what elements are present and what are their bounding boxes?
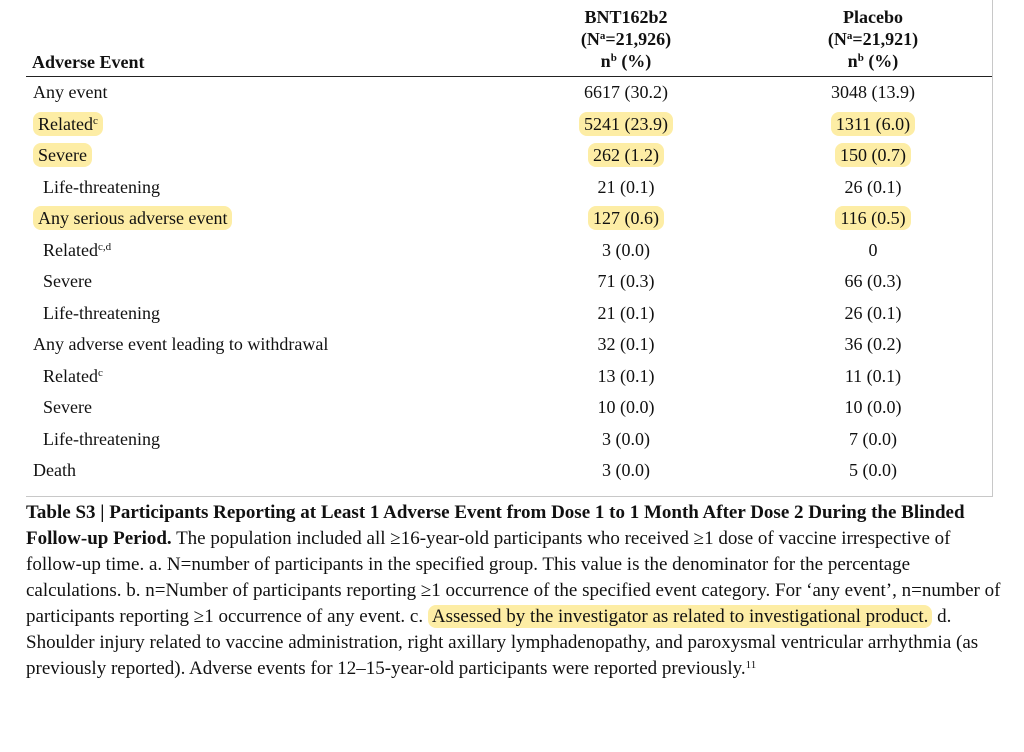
- row-label: Any adverse event leading to withdrawal: [33, 334, 329, 354]
- bnt-value: 32 (0.1): [597, 334, 655, 354]
- placebo-value: 66 (0.3): [844, 271, 902, 291]
- table-caption: [26, 500, 1001, 682]
- row-label: Severe: [43, 397, 92, 417]
- caption-highlight: Assessed by the investigator as related to investigational product.: [428, 605, 933, 628]
- header-placebo-n: $(N^a=21,921)$: [827, 29, 919, 49]
- table-row: [26, 172, 992, 204]
- bnt-value: 3 (0.0): [602, 428, 650, 449]
- placebo-value: 7 (0.0): [849, 428, 897, 449]
- row-label: Related$^{c,d}$: [43, 239, 112, 260]
- table-row: [26, 392, 992, 424]
- row-label: Death: [33, 460, 76, 480]
- caption-body-1: The population included all ≥16-year-old participants who received ≥1 dose of vaccine irrespective of follow-up time. a. N=number of participants in the specified group. This value is the denominator for the percentage calculations. b. n=Number of participants reporting ≥1 occurrence of the specified event category. For ‘any event’, n=number of participants reporting ≥1 occurrence of any event. c.: [26, 528, 1001, 627]
- table-header-row: [26, 0, 992, 77]
- header-adverse-event: Adverse Event: [26, 0, 498, 77]
- caption-reference: 11: [745, 659, 757, 671]
- header-placebo: [754, 0, 992, 77]
- bnt-value: 127 (0.6): [498, 203, 754, 235]
- highlight-mark: Related$^c$: [33, 112, 103, 136]
- bnt-value: 3 (0.0): [602, 239, 650, 260]
- bnt-value: 21 (0.1): [597, 302, 655, 323]
- placebo-value: 10 (0.0): [844, 397, 902, 417]
- placebo-value: 0: [868, 239, 878, 260]
- table-row: [26, 140, 992, 172]
- highlight-mark: Severe: [33, 143, 92, 167]
- caption-title: Table S3 | Participants Reporting at Least 1 Adverse Event from Dose 1 to 1 Month After Dose 2 During the Blinded Follow-up Period.: [26, 502, 965, 549]
- adverse-events-table-container: [26, 0, 993, 497]
- placebo-value: 3048 (13.9): [831, 82, 915, 102]
- row-label: [26, 109, 498, 141]
- placebo-value: 26 (0.1): [844, 302, 902, 323]
- placebo-value: 11 (0.1): [844, 365, 902, 386]
- placebo-value: 5 (0.0): [849, 460, 897, 480]
- bnt-value: 6617 (30.2): [584, 82, 668, 102]
- placebo-value: 150 (0.7): [754, 140, 992, 172]
- bnt-value: 21 (0.1): [597, 176, 655, 197]
- table-row: [26, 455, 992, 487]
- row-label: [26, 203, 498, 235]
- bnt-value: 71 (0.3): [597, 271, 655, 291]
- bnt-value: 13 (0.1): [597, 365, 655, 386]
- placebo-value: 26 (0.1): [844, 176, 902, 197]
- placebo-value: 1311 (6.0): [754, 109, 992, 141]
- table-row: [26, 424, 992, 456]
- table-row: [26, 77, 992, 109]
- caption-body-2: d. Shoulder injury related to vaccine administration, right axillary lymphadenopathy, and paroxysmal ventricular arrhythmia (as previously reported). Adverse events for 12–15-year-old participants were reported previously.: [26, 606, 979, 679]
- table-row: [26, 203, 992, 235]
- row-label: Related$^c$: [43, 365, 103, 386]
- row-label: Life-threatening: [43, 302, 160, 323]
- header-bnt-n: $(N^a=21,926)$: [580, 29, 672, 49]
- bnt-value: 10 (0.0): [597, 397, 655, 417]
- adverse-events-table: [26, 0, 992, 487]
- bnt-value: 262 (1.2): [498, 140, 754, 172]
- table-row: [26, 361, 992, 393]
- table-row: [26, 235, 992, 267]
- table-row: [26, 266, 992, 298]
- header-placebo-stat: $n^b$ (%): [847, 51, 899, 71]
- row-label: [26, 140, 498, 172]
- placebo-value: 116 (0.5): [754, 203, 992, 235]
- header-bnt-stat: $n^b$ (%): [600, 51, 652, 71]
- row-label: Severe: [43, 271, 92, 291]
- table-row: [26, 329, 992, 361]
- placebo-value: 36 (0.2): [844, 334, 902, 354]
- row-label: Any event: [33, 82, 108, 102]
- row-label: Life-threatening: [43, 176, 160, 197]
- header-bnt162b2: [498, 0, 754, 77]
- header-placebo-name: Placebo: [843, 7, 903, 27]
- highlight-mark: Any serious adverse event: [33, 206, 232, 230]
- bnt-value: 3 (0.0): [602, 460, 650, 480]
- bnt-value: 5241 (23.9): [498, 109, 754, 141]
- header-bnt-name: BNT162b2: [584, 7, 668, 27]
- row-label: Life-threatening: [43, 428, 160, 449]
- table-row: [26, 109, 992, 141]
- table-row: [26, 298, 992, 330]
